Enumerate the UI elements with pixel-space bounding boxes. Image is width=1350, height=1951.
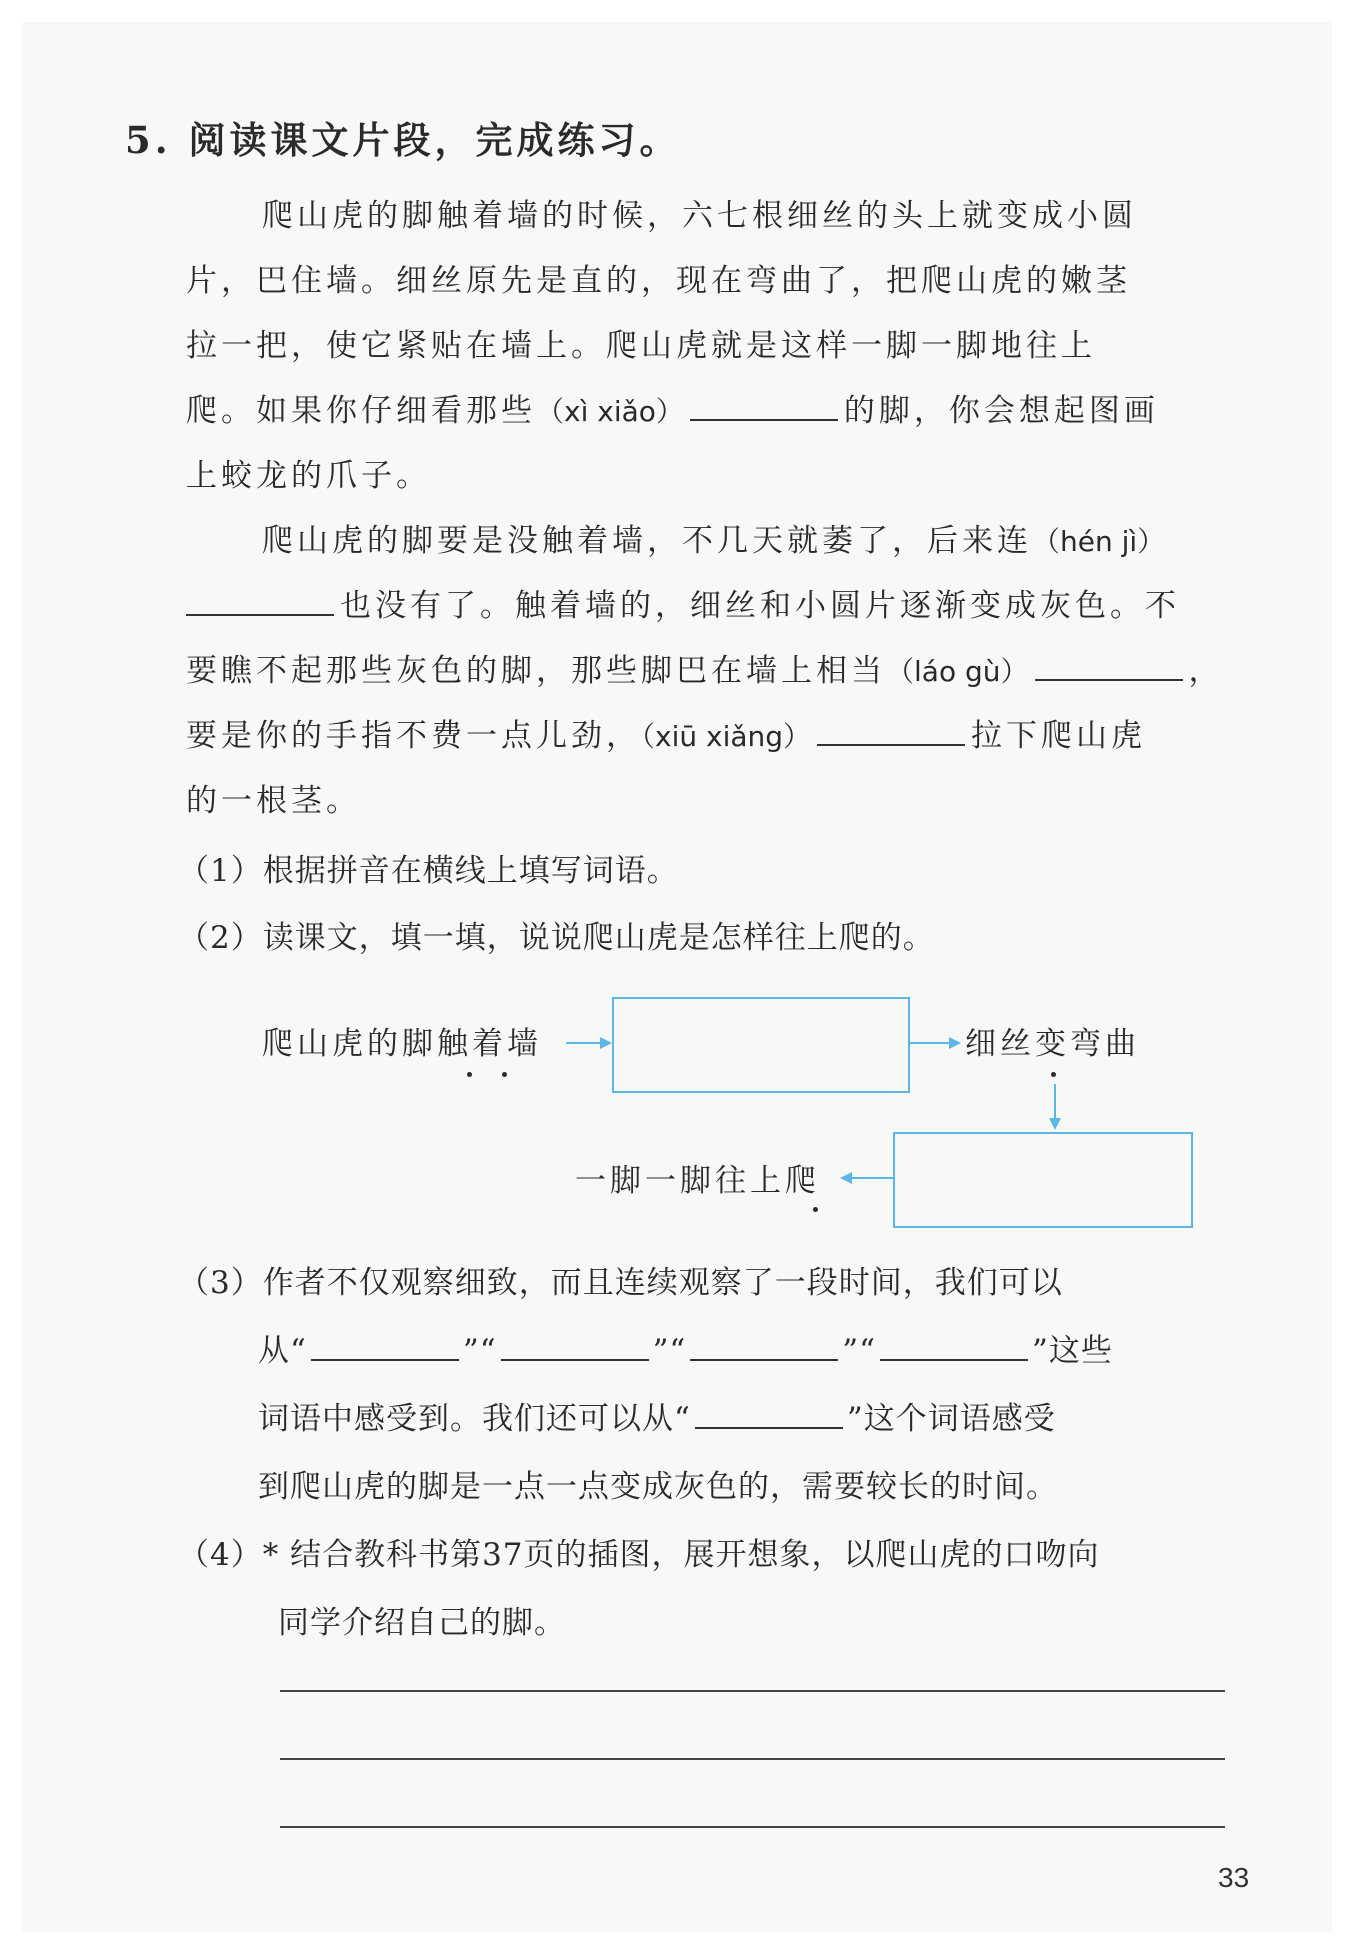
exercise-title: 5. 阅读课文片段，完成练习。 [125, 118, 681, 162]
writing-line[interactable] [280, 1690, 1225, 1692]
arrow-head-icon [840, 1172, 852, 1184]
answer-blank[interactable] [695, 1397, 843, 1429]
passage-text: 爬山虎的脚要是没触着墙，不几天就萎了，后来连 [262, 523, 1032, 559]
question-3-line [258, 1393, 1056, 1438]
question-3-line: 到爬山虎的脚是一点一点变成灰色的，需要较长的时间。 [258, 1469, 1058, 1505]
pinyin-lao-gu: （láo gù） [886, 655, 1029, 688]
arrow-head-icon [1049, 1118, 1061, 1130]
writing-line[interactable] [280, 1758, 1225, 1760]
passage-text: 也没有了。触着墙的，细丝和小圆片逐渐变成灰色。不 [340, 588, 1180, 624]
answer-blank[interactable] [311, 1329, 459, 1361]
flow-end-label: 一脚一脚往上爬 [575, 1163, 820, 1199]
flow-step2-label: 细丝变弯曲 [965, 1026, 1140, 1062]
passage-line: 上蛟龙的爪子。 [186, 458, 431, 494]
pinyin-xi-xiao: （xì xiǎo） [536, 395, 684, 428]
arrow-head-icon [949, 1037, 961, 1049]
question-text: ”这个词语感受 [846, 1401, 1056, 1437]
passage-line: 的一根茎。 [186, 783, 361, 819]
passage-text: ， [1188, 653, 1224, 689]
question-text: 词语中感受到。我们还可以从“ [258, 1401, 691, 1437]
pinyin-hen-ji: （hén jì） [1032, 525, 1166, 558]
writing-line[interactable] [280, 1826, 1225, 1828]
quote-open: 从“ [258, 1333, 307, 1369]
passage-text: 爬。如果你仔细看那些 [186, 393, 536, 429]
question-3: （3）作者不仅观察细致，而且连续观察了一段时间，我们可以 [178, 1265, 1063, 1301]
passage-line: 爬山虎的脚触着墙的时候，六七根细丝的头上就变成小圆 [262, 198, 1137, 234]
quote-sep: ”“ [462, 1333, 497, 1369]
answer-blank[interactable] [690, 1329, 838, 1361]
quote-sep: ”“ [652, 1333, 687, 1369]
passage-text: 拉下爬山虎 [971, 718, 1147, 754]
passage-text: 要是你的手指不费一点儿劲， [186, 718, 641, 754]
question-4-line: 同学介绍自己的脚。 [278, 1605, 566, 1641]
passage-line: 片，巴住墙。细丝原先是直的，现在弯曲了，把爬山虎的嫩茎 [186, 263, 1131, 299]
question-2: （2）读课文，填一填，说说爬山虎是怎样往上爬的。 [178, 920, 935, 956]
passage-line: 拉一把，使它紧贴在墙上。爬山虎就是这样一脚一脚地往上 [186, 328, 1096, 364]
quote-close: ”这些 [1031, 1333, 1113, 1369]
answer-blank[interactable] [501, 1329, 649, 1361]
answer-blank[interactable] [880, 1329, 1028, 1361]
question-1: （1）根据拼音在横线上填写词语。 [178, 853, 679, 889]
passage-text: 要瞧不起那些灰色的脚，那些脚巴在墙上相当 [186, 653, 886, 689]
page-number: 33 [1218, 1862, 1250, 1893]
arrow-head-icon [600, 1037, 612, 1049]
question-3-line [258, 1325, 1113, 1370]
flow-start-label: 爬山虎的脚触着墙 [262, 1026, 542, 1062]
question-4: （4）* 结合教科书第37页的插图，展开想象，以爬山虎的口吻向 [178, 1537, 1100, 1573]
pinyin-xiu-xiang: （xiū xiǎng） [641, 720, 812, 753]
passage-text: 的脚，你会想起图画 [843, 393, 1159, 429]
quote-sep: ”“ [842, 1333, 876, 1369]
